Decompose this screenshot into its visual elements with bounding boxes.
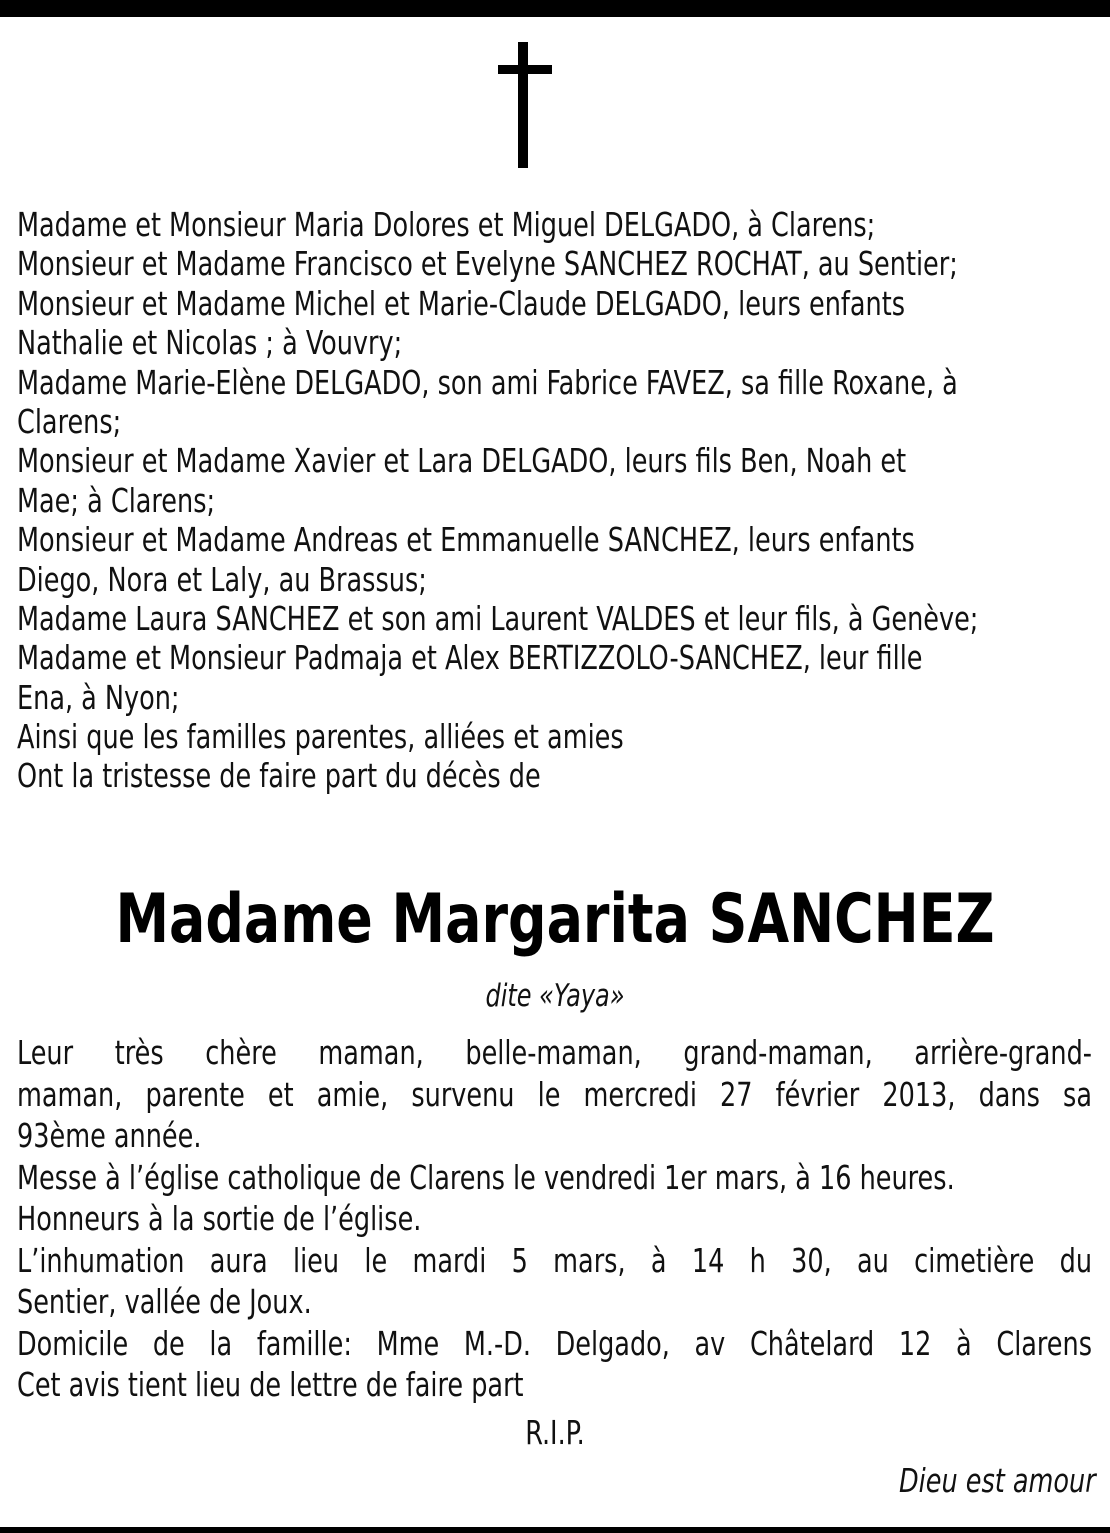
details-line: Messe à l’église catholique de Clarens le vendredi 1er mars, à 16 heures. xyxy=(17,1157,955,1197)
details-line: maman, parente et amie, survenu le mercredi 27 février 2013, dans sa xyxy=(17,1074,1092,1114)
deceased-nickname: dite «Yaya» xyxy=(485,978,625,1014)
latin-cross-icon xyxy=(498,42,552,168)
family-line: Mae; à Clarens; xyxy=(17,480,216,520)
rip-text: R.I.P. xyxy=(525,1413,585,1452)
cross-horizontal-bar xyxy=(498,65,552,74)
family-line: Nathalie et Nicolas ; à Vouvry; xyxy=(17,323,403,363)
family-line: Diego, Nora et Laly, au Brassus; xyxy=(17,559,427,599)
family-line: Monsieur et Madame Francisco et Evelyne SANCHEZ ROCHAT, au Sentier; xyxy=(17,244,958,284)
announcement-details xyxy=(17,1032,1092,1406)
family-line: Madame Laura SANCHEZ et son ami Laurent VALDES et leur fils, à Genève; xyxy=(17,598,979,638)
family-line: Ainsi que les familles parentes, alliées et amies xyxy=(17,717,624,757)
top-border-rule xyxy=(0,0,1110,17)
details-line: Sentier, vallée de Joux. xyxy=(17,1282,312,1321)
family-line: Monsieur et Madame Andreas et Emmanuelle SANCHEZ, leurs enfants xyxy=(17,520,915,560)
details-line: Leur très chère maman, belle-maman, grand-maman, arrière-grand- xyxy=(17,1033,1092,1072)
family-line: Monsieur et Madame Xavier et Lara DELGADO, leurs fils Ben, Noah et xyxy=(17,441,907,481)
closing-motto: Dieu est amour xyxy=(899,1461,1096,1500)
deceased-name-heading: Madame Margarita SANCHEZ xyxy=(115,880,995,959)
details-line: Honneurs à la sortie de l’église. xyxy=(17,1199,422,1238)
family-line: Madame et Monsieur Padmaja et Alex BERTIZZOLO-SANCHEZ, leur fille xyxy=(17,638,923,678)
details-line: 93ème année. xyxy=(17,1116,202,1155)
details-line: Cet avis tient lieu de lettre de faire part xyxy=(17,1365,524,1404)
cross-vertical-bar xyxy=(518,42,528,168)
bottom-border-rule xyxy=(0,1527,1110,1533)
details-line: L’inhumation aura lieu le mardi 5 mars, à 14 h 30, au cimetière du xyxy=(17,1240,1092,1280)
family-line: Ena, à Nyon; xyxy=(17,677,180,717)
family-line: Madame Marie-Elène DELGADO, son ami Fabrice FAVEZ, sa fille Roxane, à xyxy=(17,362,958,402)
family-line: Clarens; xyxy=(17,401,122,441)
family-line: Monsieur et Madame Michel et Marie-Claude DELGADO, leurs enfants xyxy=(17,283,906,323)
family-line: Madame et Monsieur Maria Dolores et Miguel DELGADO, à Clarens; xyxy=(17,205,876,244)
family-list xyxy=(17,205,978,796)
family-line: Ont la tristesse de faire part du décès de xyxy=(17,756,541,796)
details-line: Domicile de la famille: Mme M.-D. Delgado, av Châtelard 12 à Clarens xyxy=(17,1323,1092,1363)
